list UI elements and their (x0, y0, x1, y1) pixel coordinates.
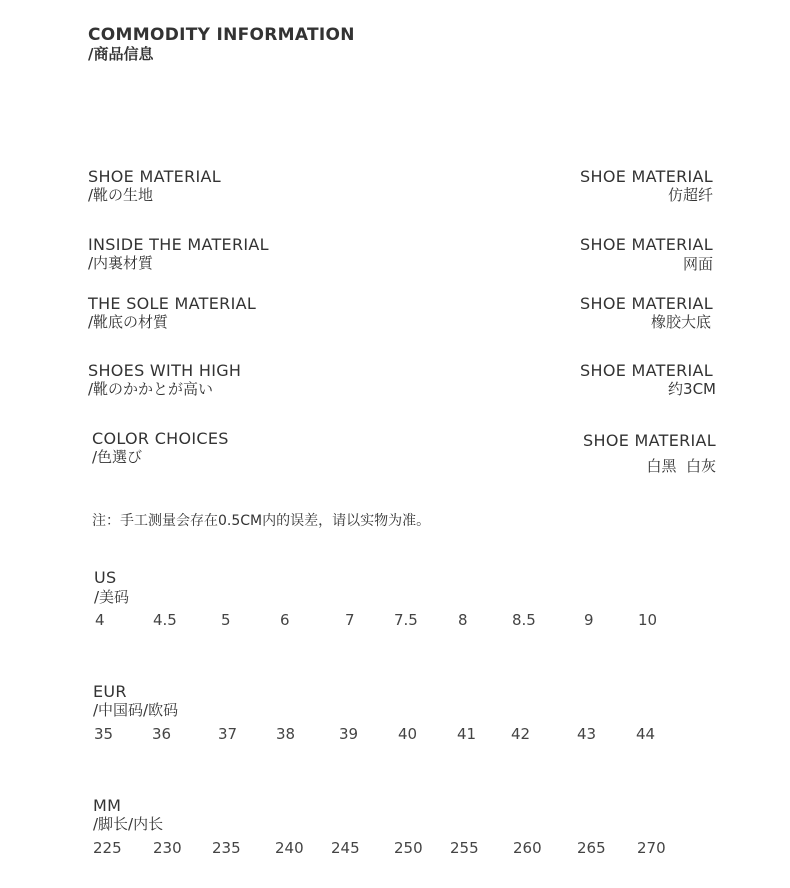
size-value: 42 (511, 725, 531, 743)
size-row-label-cn: /中国码/欧码 (93, 701, 179, 719)
size-row-label-cn: /脚长/内长 (93, 815, 164, 833)
page-title: COMMODITY INFORMATION (88, 25, 355, 45)
spec-value: 橡胶大底 (650, 313, 711, 331)
size-value: 250 (394, 839, 423, 857)
spec-label: COLOR CHOICES (92, 429, 229, 448)
size-row-label: MM (93, 796, 122, 815)
size-value: 41 (457, 725, 477, 743)
spec-value-label: SHOE MATERIAL (580, 167, 713, 186)
size-value: 265 (577, 839, 606, 857)
spec-value-label: SHOE MATERIAL (583, 431, 716, 450)
size-value: 43 (577, 725, 597, 743)
size-value: 235 (212, 839, 241, 857)
size-value: 260 (513, 839, 542, 857)
spec-value: 白黑 白灰 (646, 457, 716, 475)
size-value: 5 (221, 611, 231, 629)
spec-value: 网面 (682, 255, 713, 273)
spec-value: 仿超纤 (667, 186, 713, 204)
spec-label-cn: /色選び (92, 448, 143, 466)
size-row-label-cn: /美码 (94, 588, 130, 606)
size-value: 35 (94, 725, 114, 743)
spec-value-label: SHOE MATERIAL (580, 294, 713, 313)
page-subtitle: /商品信息 (88, 45, 154, 63)
spec-label: INSIDE THE MATERIAL (88, 235, 269, 254)
size-value: 7 (345, 611, 355, 629)
spec-label: SHOES WITH HIGH (88, 361, 242, 380)
size-value: 40 (398, 725, 418, 743)
spec-label: THE SOLE MATERIAL (88, 294, 257, 313)
spec-label-cn: /靴のかかとが高い (88, 380, 214, 398)
size-value: 36 (152, 725, 172, 743)
spec-label-cn: /靴底の材質 (88, 313, 169, 331)
size-value: 9 (584, 611, 594, 629)
spec-value-label: SHOE MATERIAL (580, 235, 713, 254)
spec-label-cn: /内裏材質 (88, 254, 154, 272)
size-value: 8 (458, 611, 468, 629)
size-value: 39 (339, 725, 359, 743)
spec-value-label: SHOE MATERIAL (580, 361, 713, 380)
size-value: 240 (275, 839, 304, 857)
size-value: 8.5 (512, 611, 536, 629)
size-value: 37 (218, 725, 238, 743)
size-value: 44 (636, 725, 656, 743)
size-value: 38 (276, 725, 296, 743)
size-value: 230 (153, 839, 182, 857)
spec-value: 约3CM (668, 380, 716, 398)
size-value: 7.5 (394, 611, 418, 629)
size-value: 4 (95, 611, 105, 629)
size-value: 255 (450, 839, 479, 857)
size-value: 270 (637, 839, 666, 857)
size-row-label: US (94, 568, 117, 587)
size-value: 245 (331, 839, 360, 857)
size-value: 6 (280, 611, 290, 629)
spec-label-cn: /靴の生地 (88, 186, 154, 204)
spec-label: SHOE MATERIAL (88, 167, 221, 186)
size-value: 10 (638, 611, 658, 629)
size-value: 4.5 (153, 611, 177, 629)
measurement-note: 注：手工测量会存在0.5CM内的误差，请以实物为准。 (92, 513, 431, 529)
size-value: 225 (93, 839, 122, 857)
size-row-label: EUR (93, 682, 127, 701)
